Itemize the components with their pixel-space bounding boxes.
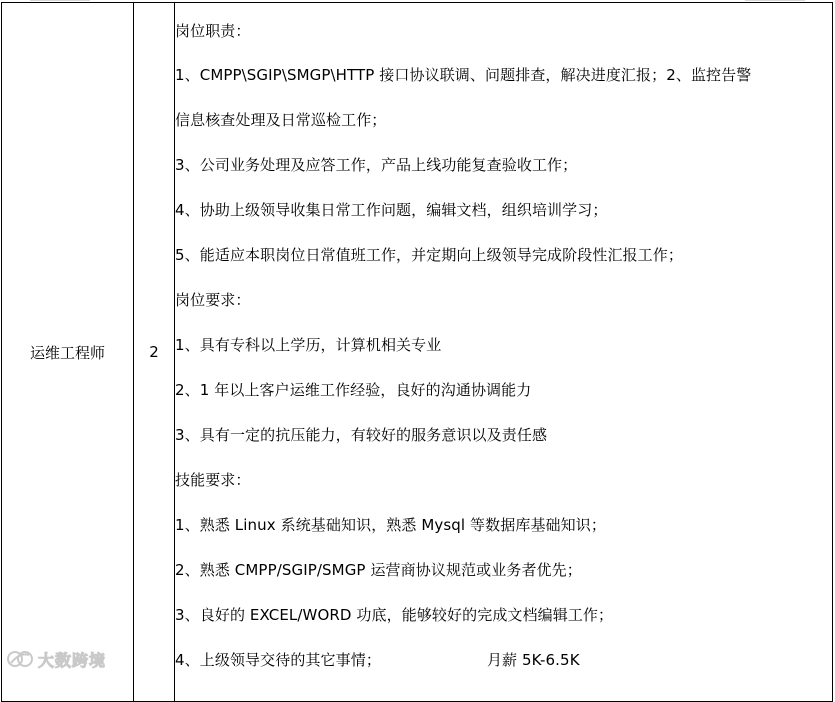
job-title-cell bbox=[2, 3, 134, 702]
skill-line: 4、上级领导交待的其它事情； bbox=[175, 651, 381, 669]
requirement-line: 1、具有专科以上学历，计算机相关专业 bbox=[175, 336, 442, 354]
skill-line: 3、良好的 EXCEL/WORD 功底，能够较好的完成文档编辑工作； bbox=[175, 606, 614, 624]
duty-line: 1、CMPP\SGIP\SMGP\HTTP 接口协议联调、问题排查，解决进度汇报；2、监控告警 bbox=[175, 66, 752, 84]
duty-line: 5、能适应本职岗位日常值班工作，并定期向上级领导完成阶段性汇报工作； bbox=[175, 246, 683, 264]
duty-line: 信息核查处理及日常巡检工作； bbox=[175, 111, 387, 129]
skill-line: 1、熟悉 Linux 系统基础知识，熟悉 Mysql 等数据库基础知识； bbox=[175, 516, 606, 534]
salary: 月薪 5K-6.5K bbox=[486, 651, 580, 669]
skill-line-with-salary bbox=[175, 638, 832, 683]
duty-line: 3、公司业务处理及应答工作，产品上线功能复查验收工作； bbox=[175, 156, 578, 174]
requirement-line: 3、具有一定的抗压能力，有较好的服务意识以及责任感 bbox=[175, 426, 548, 444]
headcount: 2 bbox=[149, 343, 159, 361]
section-heading-requirements: 岗位要求： bbox=[175, 291, 251, 309]
job-row bbox=[2, 3, 833, 702]
duty-line: 4、协助上级领导收集日常工作问题，编辑文档，组织培训学习； bbox=[175, 201, 608, 219]
job-description-cell bbox=[175, 3, 833, 702]
headcount-cell bbox=[134, 3, 175, 702]
watermark-text: 大数跨境 bbox=[38, 650, 107, 670]
job-title: 运维工程师 bbox=[29, 343, 105, 362]
skill-line: 2、熟悉 CMPP/SGIP/SMGP 运营商协议规范或业务者优先； bbox=[175, 561, 582, 579]
requirement-line: 2、1 年以上客户运维工作经验，良好的沟通协调能力 bbox=[175, 381, 532, 399]
job-table bbox=[1, 2, 833, 702]
section-heading-duties: 岗位职责： bbox=[175, 22, 251, 40]
section-heading-skills: 技能要求： bbox=[175, 471, 251, 489]
